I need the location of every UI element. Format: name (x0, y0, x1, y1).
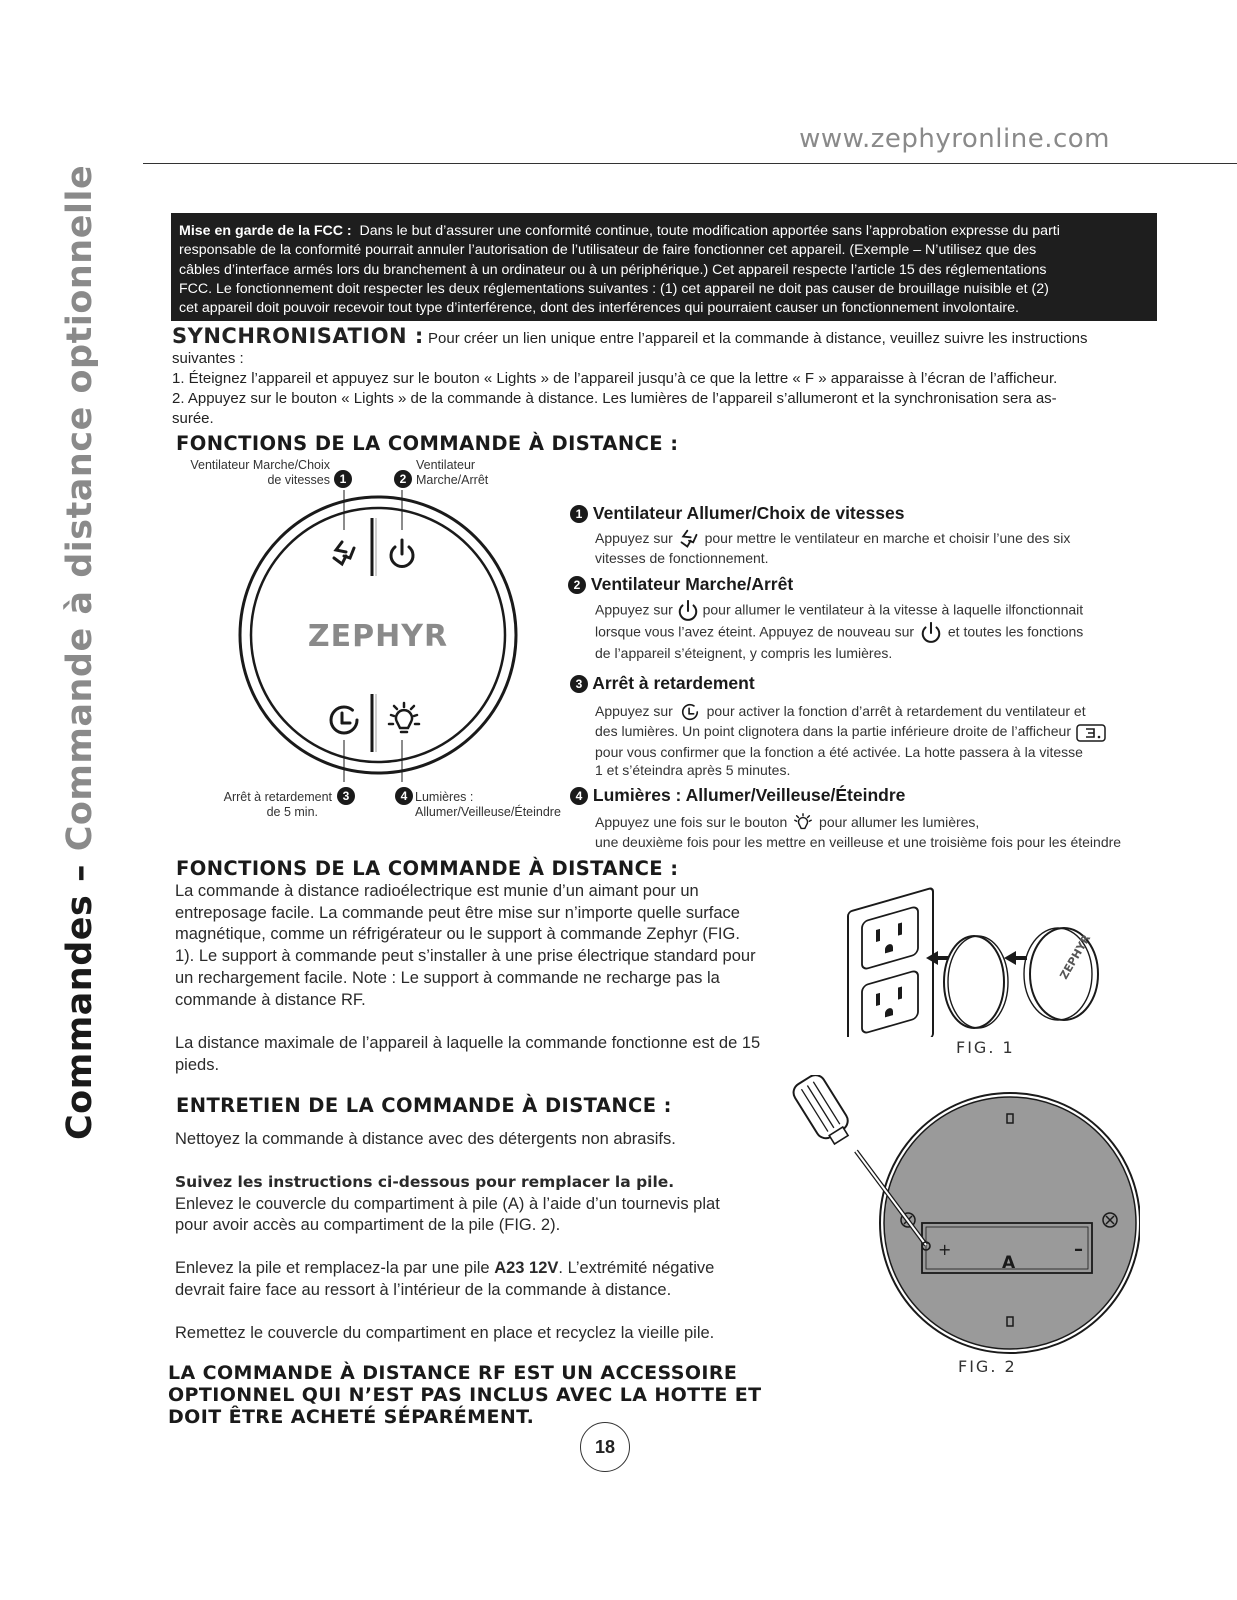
function-4-number: 4 (570, 787, 588, 805)
fcc-warning-box (171, 213, 1157, 321)
functions2-p2-line-1: La distance maximale de l’appareil à laquelle la commande fonctionne est de 15 (175, 1034, 761, 1052)
website-url: www.zephyronline.com (799, 124, 1110, 154)
power-icon (391, 540, 413, 566)
function-2-b3: lorsque vous l’avez éteint. Appuyez de nouveau sur (595, 623, 915, 640)
maintenance-p3-line-1 (175, 1258, 795, 1280)
label-number-4: 4 (395, 787, 413, 805)
function-4-title (570, 785, 905, 806)
label-number-3: 3 (337, 787, 355, 805)
label-fan-speed (178, 458, 330, 488)
function-1-line-1 (595, 529, 1160, 549)
fcc-line-3: câbles d’interface armés lors du branchement à un ordinateur ou à un périphérique.) Cet appareil respecte l’article 15 des réglementations (179, 261, 1047, 278)
label-lights-b: Allumer/Veilleuse/Éteindre (415, 805, 561, 819)
accessory-note-line-3: DOIT ÊTRE ACHETÉ SÉPARÉMENT. (168, 1406, 535, 1428)
fcc-line-2: responsable de la conformité pourrait annuler l’autorisation de l’utilisateur de faire fonctionner cet appareil. (Exemple – N’utilisez que des (179, 242, 1037, 259)
label-fan-onoff (416, 458, 488, 488)
puck-brand-logo: ZEPHYR (1057, 932, 1094, 982)
function-4-line-1 (595, 813, 1160, 833)
function-2-b1: Appuyez sur (595, 601, 673, 618)
function-2-b4: et toutes les fonctions (947, 623, 1084, 640)
timer-icon (331, 707, 357, 733)
function-2-b2: pour allumer le ventilateur à la vitesse à laquelle ilfonctionnait (702, 601, 1084, 618)
maintenance-bold-line: Suivez les instructions ci-dessous pour remplacer la pile. (175, 1173, 675, 1191)
fcc-line-4: FCC. Le fonctionnement doit respecter les deux réglementations suivantes : (1) cet appareil ne doit pas causer de brouillage nuisible et (2) (179, 280, 1049, 297)
function-3-title (570, 673, 755, 694)
display-icon (1075, 723, 1107, 743)
sync-intro-a: Pour créer un lien unique entre l’appareil et la commande à distance, veuillez suivre les instructions (428, 330, 1088, 347)
maintenance-battery-type: A23 12V (494, 1259, 559, 1277)
side-title-part1: Commandes – (60, 851, 100, 1140)
fig2-label: FIG. 2 (958, 1357, 1017, 1376)
label-lights-a: Lumières : (415, 790, 474, 804)
function-3-number: 3 (570, 675, 588, 693)
functions-title: FONCTIONS DE LA COMMANDE À DISTANCE : (176, 432, 679, 455)
label-lights (415, 790, 561, 820)
power-icon (918, 622, 944, 644)
label-fan-onoff-a: Ventilateur (416, 458, 476, 472)
sync-step-2a: 2. Appuyez sur le bouton « Lights » de la commande à distance. Les lumières de l’appareil s’allumeront et la synchronisation sera as- (172, 390, 1057, 407)
maintenance-p1: Nettoyez la commande à distance avec des détergents non abrasifs. (175, 1130, 676, 1148)
label-timer (212, 790, 332, 820)
functions2-p1-line-4: 1). Le support à commande peut s’installer à une prise électrique standard pour (175, 947, 756, 966)
fan-icon (677, 529, 701, 549)
function-3-b1: Appuyez sur (595, 703, 673, 719)
function-3-body (595, 702, 1160, 780)
label-timer-b: de 5 min. (266, 805, 318, 819)
functions2-p1-line-3: magnétique, comme un réfrigérateur ou le support à commande Zephyr (FIG. (175, 925, 740, 944)
function-3-title-text: Arrêt à retardement (592, 673, 755, 693)
function-3-b3: des lumières. Un point clignotera dans la partie inférieure droite de l’afficheur (595, 723, 1072, 740)
function-1-title-text: Ventilateur Allumer/Choix de vitesses (592, 503, 905, 523)
fig1-illustration (840, 862, 1110, 1037)
accessory-note (168, 1362, 788, 1428)
maintenance-block-2 (175, 1172, 795, 1237)
function-1-b3: vitesses de fonctionnement. (595, 550, 769, 567)
fcc-line-1-text: Dans le but d’assurer une conformité continue, toute modification apportée sans l’approbation expresse du parti (359, 223, 1060, 239)
function-1-b1: Appuyez sur (595, 530, 673, 546)
sync-intro (172, 326, 1172, 349)
maintenance-block-3 (175, 1258, 795, 1301)
fan-icon (334, 542, 354, 564)
label-fan-speed-a: Ventilateur Marche/Choix (190, 458, 330, 472)
light-bulb-icon (791, 813, 815, 833)
accessory-note-line-1: LA COMMANDE À DISTANCE RF EST UN ACCESSOIRE (168, 1362, 738, 1384)
function-4-b3: une deuxième fois pour les mettre en veilleuse et une troisième fois pour les éteindre (595, 834, 1122, 851)
maintenance-title: ENTRETIEN DE LA COMMANDE À DISTANCE : (176, 1094, 672, 1117)
functions2-title: FONCTIONS DE LA COMMANDE À DISTANCE : (176, 857, 679, 880)
functions2-paragraph-2 (175, 1033, 835, 1076)
label-fan-speed-b: de vitesses (267, 473, 330, 487)
maintenance-p3a: Enlevez la pile et remplacez-la par une pile (175, 1259, 490, 1277)
header-rule (143, 163, 1237, 164)
battery-label: A (1002, 1253, 1016, 1273)
sync-intro-b: suivantes : (172, 350, 244, 367)
remote-brand-logo: ZEPHYR (307, 619, 449, 654)
functions2-p1-line-6: commande à distance RF. (175, 990, 366, 1009)
function-3-line-2 (595, 722, 1160, 742)
page-number: 18 (580, 1422, 630, 1472)
accessory-note-line-2: OPTIONNEL QUI N’EST PAS INCLUS AVEC LA HOTTE ET (168, 1384, 762, 1406)
light-bulb-icon (389, 703, 419, 732)
function-1-title (570, 503, 904, 524)
maintenance-p2-line-2: pour avoir accès au compartiment de la pile (FIG. 2). (175, 1216, 561, 1235)
sync-section (172, 326, 1172, 429)
fcc-line-5: cet appareil doit pouvoir recevoir tout type d’interférence, dont des interférences qui pourraient causer un fonctionnement involontaire. (179, 300, 1019, 317)
functions2-p1-line-2: entreposage facile. La commande peut être mise sur n’importe quelle surface (175, 903, 740, 922)
function-3-b2: pour activer la fonction d’arrêt à retardement du ventilateur et (706, 703, 1086, 719)
battery-plus: + (938, 1240, 952, 1259)
fcc-line-1 (179, 222, 1149, 241)
function-2-line-2 (595, 622, 1160, 644)
fcc-label: Mise en garde de la FCC : (179, 223, 352, 239)
function-4-b2: pour allumer les lumières, (819, 814, 980, 830)
label-fan-onoff-b: Marche/Arrêt (416, 473, 489, 487)
sync-step-1: 1. Éteignez l’appareil et appuyez sur le bouton « Lights » de l’appareil jusqu’à ce que la lettre « F » apparaisse à l’écran de l’afficheur. (172, 370, 1058, 387)
functions2-p2-line-2: pieds. (175, 1055, 220, 1074)
label-number-1: 1 (334, 470, 352, 488)
function-2-line-1 (595, 600, 1160, 622)
arrow-left-icon (1004, 951, 1027, 965)
function-2-title (568, 574, 793, 595)
label-fan-speed-b-row (178, 473, 330, 488)
remote-illustration (230, 490, 530, 790)
maintenance-p3c: . L’extrémité négative (558, 1259, 715, 1277)
wall-plate (848, 888, 933, 1037)
function-1-number: 1 (570, 505, 588, 523)
sync-title: SYNCHRONISATION : (172, 324, 424, 348)
function-1-body (595, 529, 1160, 568)
fig2-illustration (790, 1075, 1140, 1355)
function-3-b5: 1 et s’éteindra après 5 minutes. (595, 762, 791, 779)
functions2-paragraph-1 (175, 881, 835, 1011)
label-number-2: 2 (394, 470, 412, 488)
battery-minus: – (1074, 1239, 1083, 1260)
maintenance-p4: Remettez le couvercle du compartiment en place et recyclez la vieille pile. (175, 1324, 715, 1342)
function-4-body (595, 813, 1160, 852)
function-3-b4: pour vous confirmer que la fonction a été activée. La hotte passera à la vitesse (595, 743, 1083, 760)
function-1-b2: pour mettre le ventilateur en marche et choisir l’une des six (704, 530, 1071, 546)
timer-icon (677, 702, 703, 722)
holder-disc (944, 936, 1004, 1028)
side-title (60, 165, 100, 1140)
sync-step-2b: surée. (172, 410, 214, 427)
functions2-p1-line-5: un rechargement facile. Note : Le support à commande ne recharge pas la (175, 968, 720, 987)
function-2-title-text: Ventilateur Marche/Arrêt (590, 574, 794, 594)
power-icon (677, 600, 699, 622)
function-2-body (595, 600, 1160, 663)
fig1-label: FIG. 1 (956, 1038, 1015, 1057)
maintenance-p2-line-1: Enlevez le couvercle du compartiment à pile (A) à l’aide d’un tournevis plat (175, 1194, 720, 1213)
function-4-b1: Appuyez une fois sur le bouton (595, 814, 788, 830)
function-4-title-text: Lumières : Allumer/Veilleuse/Éteindre (592, 785, 906, 805)
function-2-number: 2 (568, 576, 586, 594)
label-timer-a: Arrêt à retardement (223, 790, 332, 804)
function-2-b5: de l’appareil s’éteignent, y compris les lumières. (595, 645, 893, 661)
functions2-p1-line-1: La commande à distance radioélectrique est munie d’un aimant pour un (175, 882, 699, 900)
maintenance-p3d: devrait faire face au ressort à l’intérieur de la commande à distance. (175, 1280, 672, 1299)
side-title-part2: Commande à distance optionnelle (60, 164, 100, 852)
function-3-line-1 (595, 702, 1160, 722)
